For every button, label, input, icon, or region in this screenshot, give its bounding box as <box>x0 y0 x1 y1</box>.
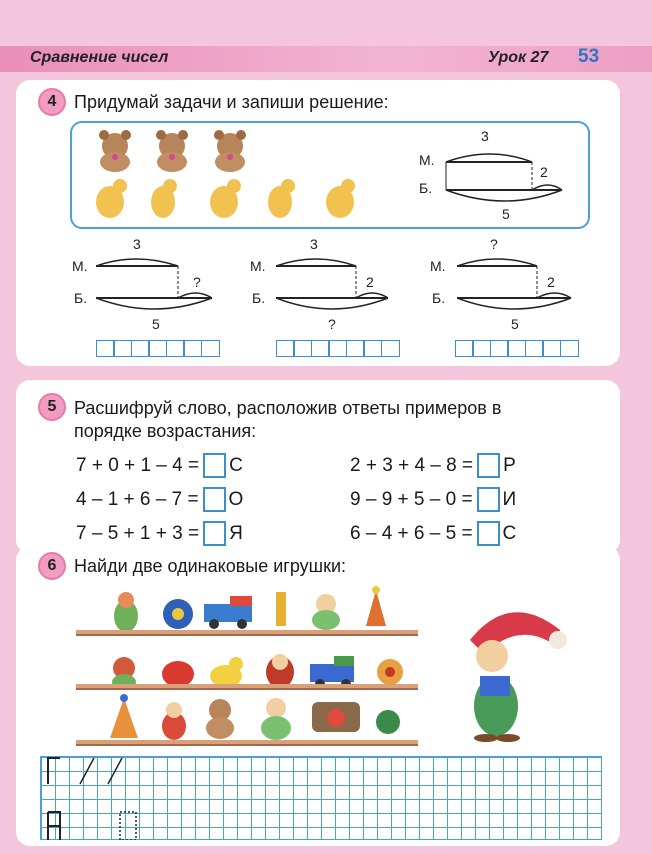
scheme2-right-value: 2 <box>366 274 374 290</box>
shelf-1-toys <box>114 586 386 632</box>
equation-right-2 <box>350 487 516 512</box>
lesson-title: Урок 27 <box>488 49 549 66</box>
scheme3-b-label: Б. <box>432 290 446 306</box>
gnome-illustration <box>450 600 570 742</box>
shelf-3 <box>76 740 418 746</box>
equation-expr: 6 – 4 + 6 – 5 = <box>350 522 473 544</box>
page-number: 53 <box>578 46 600 67</box>
equation-right-1 <box>350 453 516 478</box>
task6-text: Найди две одинаковые игрушки: <box>74 556 347 576</box>
scheme3-bottom-value: 5 <box>511 316 519 332</box>
task5-number-badge: 5 <box>38 393 66 421</box>
equation-left-2 <box>76 487 243 512</box>
equation-expr: 2 + 3 + 4 – 8 = <box>350 454 474 476</box>
equation-letter: С <box>502 522 517 544</box>
scheme1-b-label: Б. <box>74 290 88 306</box>
shelf-2 <box>76 684 418 690</box>
answer-cells-1[interactable] <box>97 340 220 357</box>
grid-sample-strokes <box>40 756 140 840</box>
toys-illustration <box>90 124 390 224</box>
task4-text: Придумай задачи и запиши решение: <box>74 92 389 112</box>
task5-text-line2: порядке возрастания: <box>74 421 257 441</box>
example-b-label: Б. <box>419 180 433 196</box>
equation-left-1 <box>76 453 243 478</box>
task5-text-line1: Расшифруй слово, расположив ответы примеров в <box>74 398 502 418</box>
equation-left-3 <box>76 521 243 546</box>
equation-letter: С <box>229 454 243 476</box>
equation-expr: 7 + 0 + 1 – 4 = <box>76 454 200 476</box>
answer-cells-3[interactable] <box>456 340 579 357</box>
shelf-3-toys <box>110 694 400 740</box>
scheme1-right-value: ? <box>193 274 201 290</box>
scheme2-m-label: М. <box>250 258 266 274</box>
scheme1-top-value: 3 <box>133 236 141 252</box>
bear-toy-2 <box>156 130 188 172</box>
equation-right-3 <box>350 521 516 546</box>
equation-letter: И <box>502 488 517 510</box>
equation-letter: Я <box>229 522 243 544</box>
answer-box[interactable] <box>203 521 226 546</box>
example-m-label: М. <box>419 152 435 168</box>
answer-cells-2[interactable] <box>277 340 400 357</box>
shelf-1 <box>76 630 418 636</box>
answer-box[interactable] <box>203 453 226 478</box>
scheme3-top-value: ? <box>490 236 498 252</box>
equation-expr: 4 – 1 + 6 – 7 = <box>76 488 199 510</box>
scheme-2 <box>276 252 406 320</box>
equation-expr: 7 – 5 + 1 + 3 = <box>76 522 200 544</box>
scheme3-right-value: 2 <box>547 274 555 290</box>
toy-shelves-illustration <box>80 582 420 748</box>
task6-number-badge: 6 <box>38 552 66 580</box>
answer-box[interactable] <box>477 487 500 512</box>
squirrel-toys <box>96 179 355 218</box>
scheme-1 <box>96 252 226 320</box>
equation-letter: Р <box>503 454 516 476</box>
answer-box[interactable] <box>477 521 500 546</box>
scheme1-bottom-value: 5 <box>152 316 160 332</box>
equation-expr: 9 – 9 + 5 – 0 = <box>350 488 473 510</box>
answer-box[interactable] <box>203 487 226 512</box>
scheme3-m-label: М. <box>430 258 446 274</box>
scheme-3 <box>457 252 587 320</box>
equation-letter: О <box>228 488 244 510</box>
scheme2-bottom-value: ? <box>328 316 336 332</box>
scheme2-top-value: 3 <box>310 236 318 252</box>
scheme1-m-label: М. <box>72 258 88 274</box>
example-top-value: 3 <box>481 128 489 144</box>
answer-box[interactable] <box>477 453 500 478</box>
scheme2-b-label: Б. <box>252 290 266 306</box>
bear-toy-1 <box>99 130 131 172</box>
task4-number-badge: 4 <box>38 88 66 116</box>
example-bottom-value: 5 <box>502 206 510 222</box>
bear-toy-3 <box>214 130 246 172</box>
example-right-value: 2 <box>540 164 548 180</box>
topic-title: Сравнение чисел <box>30 49 169 66</box>
